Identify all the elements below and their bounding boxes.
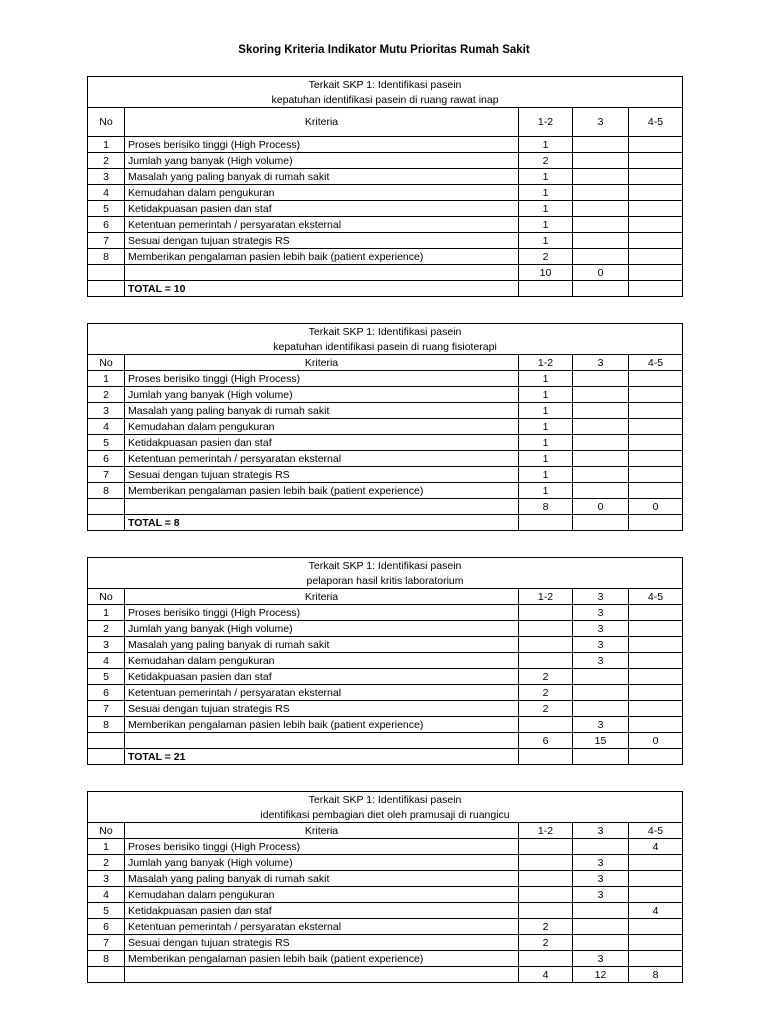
criteria-label: Proses berisiko tinggi (High Process)	[125, 371, 519, 387]
score-3: 3	[573, 621, 629, 637]
criteria-label: Kemudahan dalam pengukuran	[125, 185, 519, 201]
criteria-table	[87, 557, 683, 765]
criteria-label: Ketentuan pemerintah / persyaratan eksternal	[125, 217, 519, 233]
sum-row	[88, 265, 683, 281]
score-3	[573, 403, 629, 419]
table-row	[88, 371, 683, 387]
criteria-label: Ketentuan pemerintah / persyaratan eksternal	[125, 451, 519, 467]
sum-3: 12	[573, 967, 629, 983]
score-4-5	[629, 653, 683, 669]
table-row	[88, 653, 683, 669]
criteria-label: Sesuai dengan tujuan strategis RS	[125, 935, 519, 951]
score-1-2: 1	[519, 419, 573, 435]
score-3	[573, 169, 629, 185]
row-number: 4	[88, 653, 125, 669]
score-4-5	[629, 871, 683, 887]
score-4-5	[629, 387, 683, 403]
row-number: 8	[88, 951, 125, 967]
score-4-5	[629, 605, 683, 621]
score-4-5	[629, 701, 683, 717]
score-3	[573, 903, 629, 919]
score-3	[573, 669, 629, 685]
criteria-label: Ketentuan pemerintah / persyaratan eksternal	[125, 919, 519, 935]
score-1-2: 1	[519, 185, 573, 201]
score-4-5	[629, 185, 683, 201]
table-row	[88, 839, 683, 855]
col-score-4-5-header: 4-5	[629, 589, 683, 605]
criteria-label: Sesuai dengan tujuan strategis RS	[125, 467, 519, 483]
score-1-2	[519, 951, 573, 967]
score-1-2: 2	[519, 919, 573, 935]
score-3: 3	[573, 637, 629, 653]
score-1-2	[519, 887, 573, 903]
col-score-3-header: 3	[573, 355, 629, 371]
sum-row	[88, 499, 683, 515]
score-3	[573, 249, 629, 265]
table-heading: Terkait SKP 1: Identifikasi pasein	[88, 558, 683, 574]
score-3	[573, 201, 629, 217]
table-row	[88, 185, 683, 201]
criteria-label: Kemudahan dalam pengukuran	[125, 419, 519, 435]
sum-4-5: 0	[629, 499, 683, 515]
row-number: 1	[88, 371, 125, 387]
score-4-5	[629, 887, 683, 903]
score-1-2: 1	[519, 387, 573, 403]
row-number: 1	[88, 137, 125, 153]
col-no-header: No	[88, 108, 125, 137]
table-row	[88, 887, 683, 903]
criteria-label: Jumlah yang banyak (High volume)	[125, 387, 519, 403]
table-row	[88, 935, 683, 951]
row-number: 3	[88, 403, 125, 419]
score-1-2: 1	[519, 483, 573, 499]
score-1-2: 2	[519, 685, 573, 701]
score-3	[573, 919, 629, 935]
score-4-5	[629, 233, 683, 249]
sum-4-5	[629, 265, 683, 281]
sum-row	[88, 967, 683, 983]
score-1-2	[519, 717, 573, 733]
score-4-5	[629, 419, 683, 435]
criteria-table	[87, 791, 683, 983]
score-3: 3	[573, 717, 629, 733]
score-3	[573, 419, 629, 435]
table-row	[88, 951, 683, 967]
table-row	[88, 919, 683, 935]
score-4-5	[629, 919, 683, 935]
criteria-label: Ketentuan pemerintah / persyaratan eksternal	[125, 685, 519, 701]
table-row	[88, 233, 683, 249]
table-row	[88, 403, 683, 419]
score-3	[573, 935, 629, 951]
score-3: 3	[573, 605, 629, 621]
sum-3: 15	[573, 733, 629, 749]
row-number: 1	[88, 839, 125, 855]
score-3	[573, 153, 629, 169]
criteria-label: Ketidakpuasan pasien dan staf	[125, 201, 519, 217]
column-header-row	[88, 355, 683, 371]
table-heading: Terkait SKP 1: Identifikasi pasein	[88, 77, 683, 93]
score-3: 3	[573, 887, 629, 903]
score-3	[573, 387, 629, 403]
score-3: 3	[573, 855, 629, 871]
table-row	[88, 669, 683, 685]
table-heading: Terkait SKP 1: Identifikasi pasein	[88, 792, 683, 808]
sum-3: 0	[573, 265, 629, 281]
table-row	[88, 717, 683, 733]
score-4-5	[629, 935, 683, 951]
col-kriteria-header: Kriteria	[125, 108, 519, 137]
score-4-5	[629, 467, 683, 483]
row-number: 3	[88, 871, 125, 887]
table-row	[88, 621, 683, 637]
row-number: 8	[88, 717, 125, 733]
row-number: 2	[88, 855, 125, 871]
score-4-5	[629, 137, 683, 153]
row-number: 8	[88, 249, 125, 265]
score-1-2	[519, 839, 573, 855]
criteria-table-block	[87, 323, 682, 531]
row-number: 5	[88, 669, 125, 685]
row-number: 5	[88, 435, 125, 451]
col-score-4-5-header: 4-5	[629, 108, 683, 137]
score-1-2: 1	[519, 467, 573, 483]
col-score-4-5-header: 4-5	[629, 823, 683, 839]
score-1-2	[519, 637, 573, 653]
table-row	[88, 855, 683, 871]
criteria-label: Kemudahan dalam pengukuran	[125, 653, 519, 669]
row-number: 7	[88, 233, 125, 249]
score-1-2	[519, 621, 573, 637]
table-row	[88, 419, 683, 435]
row-number: 7	[88, 935, 125, 951]
table-row	[88, 249, 683, 265]
row-number: 4	[88, 887, 125, 903]
score-3	[573, 185, 629, 201]
criteria-label: Memberikan pengalaman pasien lebih baik (patient experience)	[125, 717, 519, 733]
col-score-1-2-header: 1-2	[519, 355, 573, 371]
row-number: 3	[88, 169, 125, 185]
table-row	[88, 483, 683, 499]
score-1-2: 1	[519, 169, 573, 185]
score-4-5: 4	[629, 903, 683, 919]
score-1-2: 1	[519, 217, 573, 233]
score-3	[573, 467, 629, 483]
score-1-2: 1	[519, 201, 573, 217]
row-number: 4	[88, 419, 125, 435]
table-subheading: identifikasi pembagian diet oleh pramusaji di ruangicu	[88, 807, 683, 823]
score-1-2	[519, 903, 573, 919]
criteria-table	[87, 76, 683, 297]
score-4-5	[629, 169, 683, 185]
table-heading: Terkait SKP 1: Identifikasi pasein	[88, 324, 683, 340]
table-subheading: pelaporan hasil kritis laboratorium	[88, 573, 683, 589]
criteria-label: Sesuai dengan tujuan strategis RS	[125, 233, 519, 249]
score-4-5	[629, 201, 683, 217]
criteria-label: Jumlah yang banyak (High volume)	[125, 153, 519, 169]
criteria-table-block	[87, 791, 682, 983]
document-title: Skoring Kriteria Indikator Mutu Prioritas Rumah Sakit	[238, 44, 530, 56]
col-score-1-2-header: 1-2	[519, 108, 573, 137]
score-1-2	[519, 855, 573, 871]
score-1-2: 1	[519, 233, 573, 249]
total-label: TOTAL = 10	[125, 281, 519, 297]
sum-1-2: 4	[519, 967, 573, 983]
criteria-label: Masalah yang paling banyak di rumah sakit	[125, 169, 519, 185]
criteria-label: Proses berisiko tinggi (High Process)	[125, 605, 519, 621]
table-row	[88, 451, 683, 467]
column-header-row	[88, 589, 683, 605]
total-label: TOTAL = 21	[125, 749, 519, 765]
criteria-label: Kemudahan dalam pengukuran	[125, 887, 519, 903]
score-3	[573, 701, 629, 717]
criteria-table-block	[87, 557, 682, 765]
criteria-label: Ketidakpuasan pasien dan staf	[125, 435, 519, 451]
score-4-5	[629, 951, 683, 967]
score-4-5	[629, 669, 683, 685]
table-row	[88, 435, 683, 451]
table-row	[88, 605, 683, 621]
score-4-5	[629, 435, 683, 451]
col-score-3-header: 3	[573, 108, 629, 137]
table-row	[88, 467, 683, 483]
col-score-3-header: 3	[573, 589, 629, 605]
criteria-label: Masalah yang paling banyak di rumah sakit	[125, 637, 519, 653]
total-row	[88, 281, 683, 297]
row-number: 7	[88, 701, 125, 717]
score-1-2: 2	[519, 249, 573, 265]
score-3	[573, 451, 629, 467]
score-3	[573, 217, 629, 233]
table-row	[88, 685, 683, 701]
score-1-2: 2	[519, 669, 573, 685]
score-4-5	[629, 637, 683, 653]
row-number: 3	[88, 637, 125, 653]
criteria-label: Jumlah yang banyak (High volume)	[125, 855, 519, 871]
total-label: TOTAL = 8	[125, 515, 519, 531]
row-number: 4	[88, 185, 125, 201]
score-4-5	[629, 855, 683, 871]
table-subheading: kepatuhan identifikasi pasein di ruang fisioterapi	[88, 339, 683, 355]
row-number: 5	[88, 201, 125, 217]
table-row	[88, 871, 683, 887]
score-1-2	[519, 871, 573, 887]
row-number: 2	[88, 621, 125, 637]
score-3: 3	[573, 951, 629, 967]
criteria-label: Ketidakpuasan pasien dan staf	[125, 903, 519, 919]
table-row	[88, 137, 683, 153]
score-1-2: 2	[519, 153, 573, 169]
sum-3: 0	[573, 499, 629, 515]
score-4-5	[629, 371, 683, 387]
column-header-row	[88, 823, 683, 839]
row-number: 2	[88, 153, 125, 169]
score-3	[573, 371, 629, 387]
row-number: 6	[88, 685, 125, 701]
score-1-2: 2	[519, 701, 573, 717]
row-number: 6	[88, 919, 125, 935]
criteria-label: Sesuai dengan tujuan strategis RS	[125, 701, 519, 717]
score-3	[573, 137, 629, 153]
col-no-header: No	[88, 355, 125, 371]
criteria-label: Jumlah yang banyak (High volume)	[125, 621, 519, 637]
criteria-label: Ketidakpuasan pasien dan staf	[125, 669, 519, 685]
col-score-1-2-header: 1-2	[519, 589, 573, 605]
col-kriteria-header: Kriteria	[125, 589, 519, 605]
score-3	[573, 839, 629, 855]
table-row	[88, 169, 683, 185]
sum-4-5: 0	[629, 733, 683, 749]
row-number: 7	[88, 467, 125, 483]
criteria-label: Memberikan pengalaman pasien lebih baik (patient experience)	[125, 483, 519, 499]
score-4-5: 4	[629, 839, 683, 855]
score-4-5	[629, 249, 683, 265]
sum-1-2: 8	[519, 499, 573, 515]
total-row	[88, 749, 683, 765]
col-kriteria-header: Kriteria	[125, 355, 519, 371]
table-subheading: kepatuhan identifikasi pasein di ruang rawat inap	[88, 92, 683, 108]
col-score-3-header: 3	[573, 823, 629, 839]
row-number: 1	[88, 605, 125, 621]
sum-row	[88, 733, 683, 749]
score-1-2: 1	[519, 451, 573, 467]
table-row	[88, 637, 683, 653]
row-number: 6	[88, 217, 125, 233]
table-row	[88, 201, 683, 217]
col-score-1-2-header: 1-2	[519, 823, 573, 839]
score-4-5	[629, 217, 683, 233]
score-4-5	[629, 717, 683, 733]
score-1-2	[519, 605, 573, 621]
score-3: 3	[573, 871, 629, 887]
col-no-header: No	[88, 823, 125, 839]
score-4-5	[629, 153, 683, 169]
col-score-4-5-header: 4-5	[629, 355, 683, 371]
score-3	[573, 233, 629, 249]
row-number: 2	[88, 387, 125, 403]
score-1-2: 2	[519, 935, 573, 951]
score-1-2: 1	[519, 137, 573, 153]
score-1-2: 1	[519, 403, 573, 419]
score-1-2: 1	[519, 435, 573, 451]
score-3	[573, 483, 629, 499]
criteria-label: Memberikan pengalaman pasien lebih baik (patient experience)	[125, 951, 519, 967]
table-row	[88, 387, 683, 403]
score-1-2: 1	[519, 371, 573, 387]
table-row	[88, 903, 683, 919]
score-3	[573, 685, 629, 701]
col-no-header: No	[88, 589, 125, 605]
score-4-5	[629, 483, 683, 499]
score-4-5	[629, 685, 683, 701]
criteria-table-block	[87, 76, 682, 297]
criteria-label: Masalah yang paling banyak di rumah sakit	[125, 403, 519, 419]
table-row	[88, 153, 683, 169]
sum-4-5: 8	[629, 967, 683, 983]
row-number: 5	[88, 903, 125, 919]
sum-1-2: 10	[519, 265, 573, 281]
score-1-2	[519, 653, 573, 669]
total-row	[88, 515, 683, 531]
criteria-label: Memberikan pengalaman pasien lebih baik (patient experience)	[125, 249, 519, 265]
criteria-table	[87, 323, 683, 531]
score-3	[573, 435, 629, 451]
table-row	[88, 217, 683, 233]
criteria-label: Proses berisiko tinggi (High Process)	[125, 839, 519, 855]
score-3: 3	[573, 653, 629, 669]
criteria-label: Proses berisiko tinggi (High Process)	[125, 137, 519, 153]
table-row	[88, 701, 683, 717]
row-number: 6	[88, 451, 125, 467]
column-header-row	[88, 108, 683, 137]
sum-1-2: 6	[519, 733, 573, 749]
score-4-5	[629, 621, 683, 637]
score-4-5	[629, 451, 683, 467]
criteria-label: Masalah yang paling banyak di rumah sakit	[125, 871, 519, 887]
col-kriteria-header: Kriteria	[125, 823, 519, 839]
score-4-5	[629, 403, 683, 419]
row-number: 8	[88, 483, 125, 499]
